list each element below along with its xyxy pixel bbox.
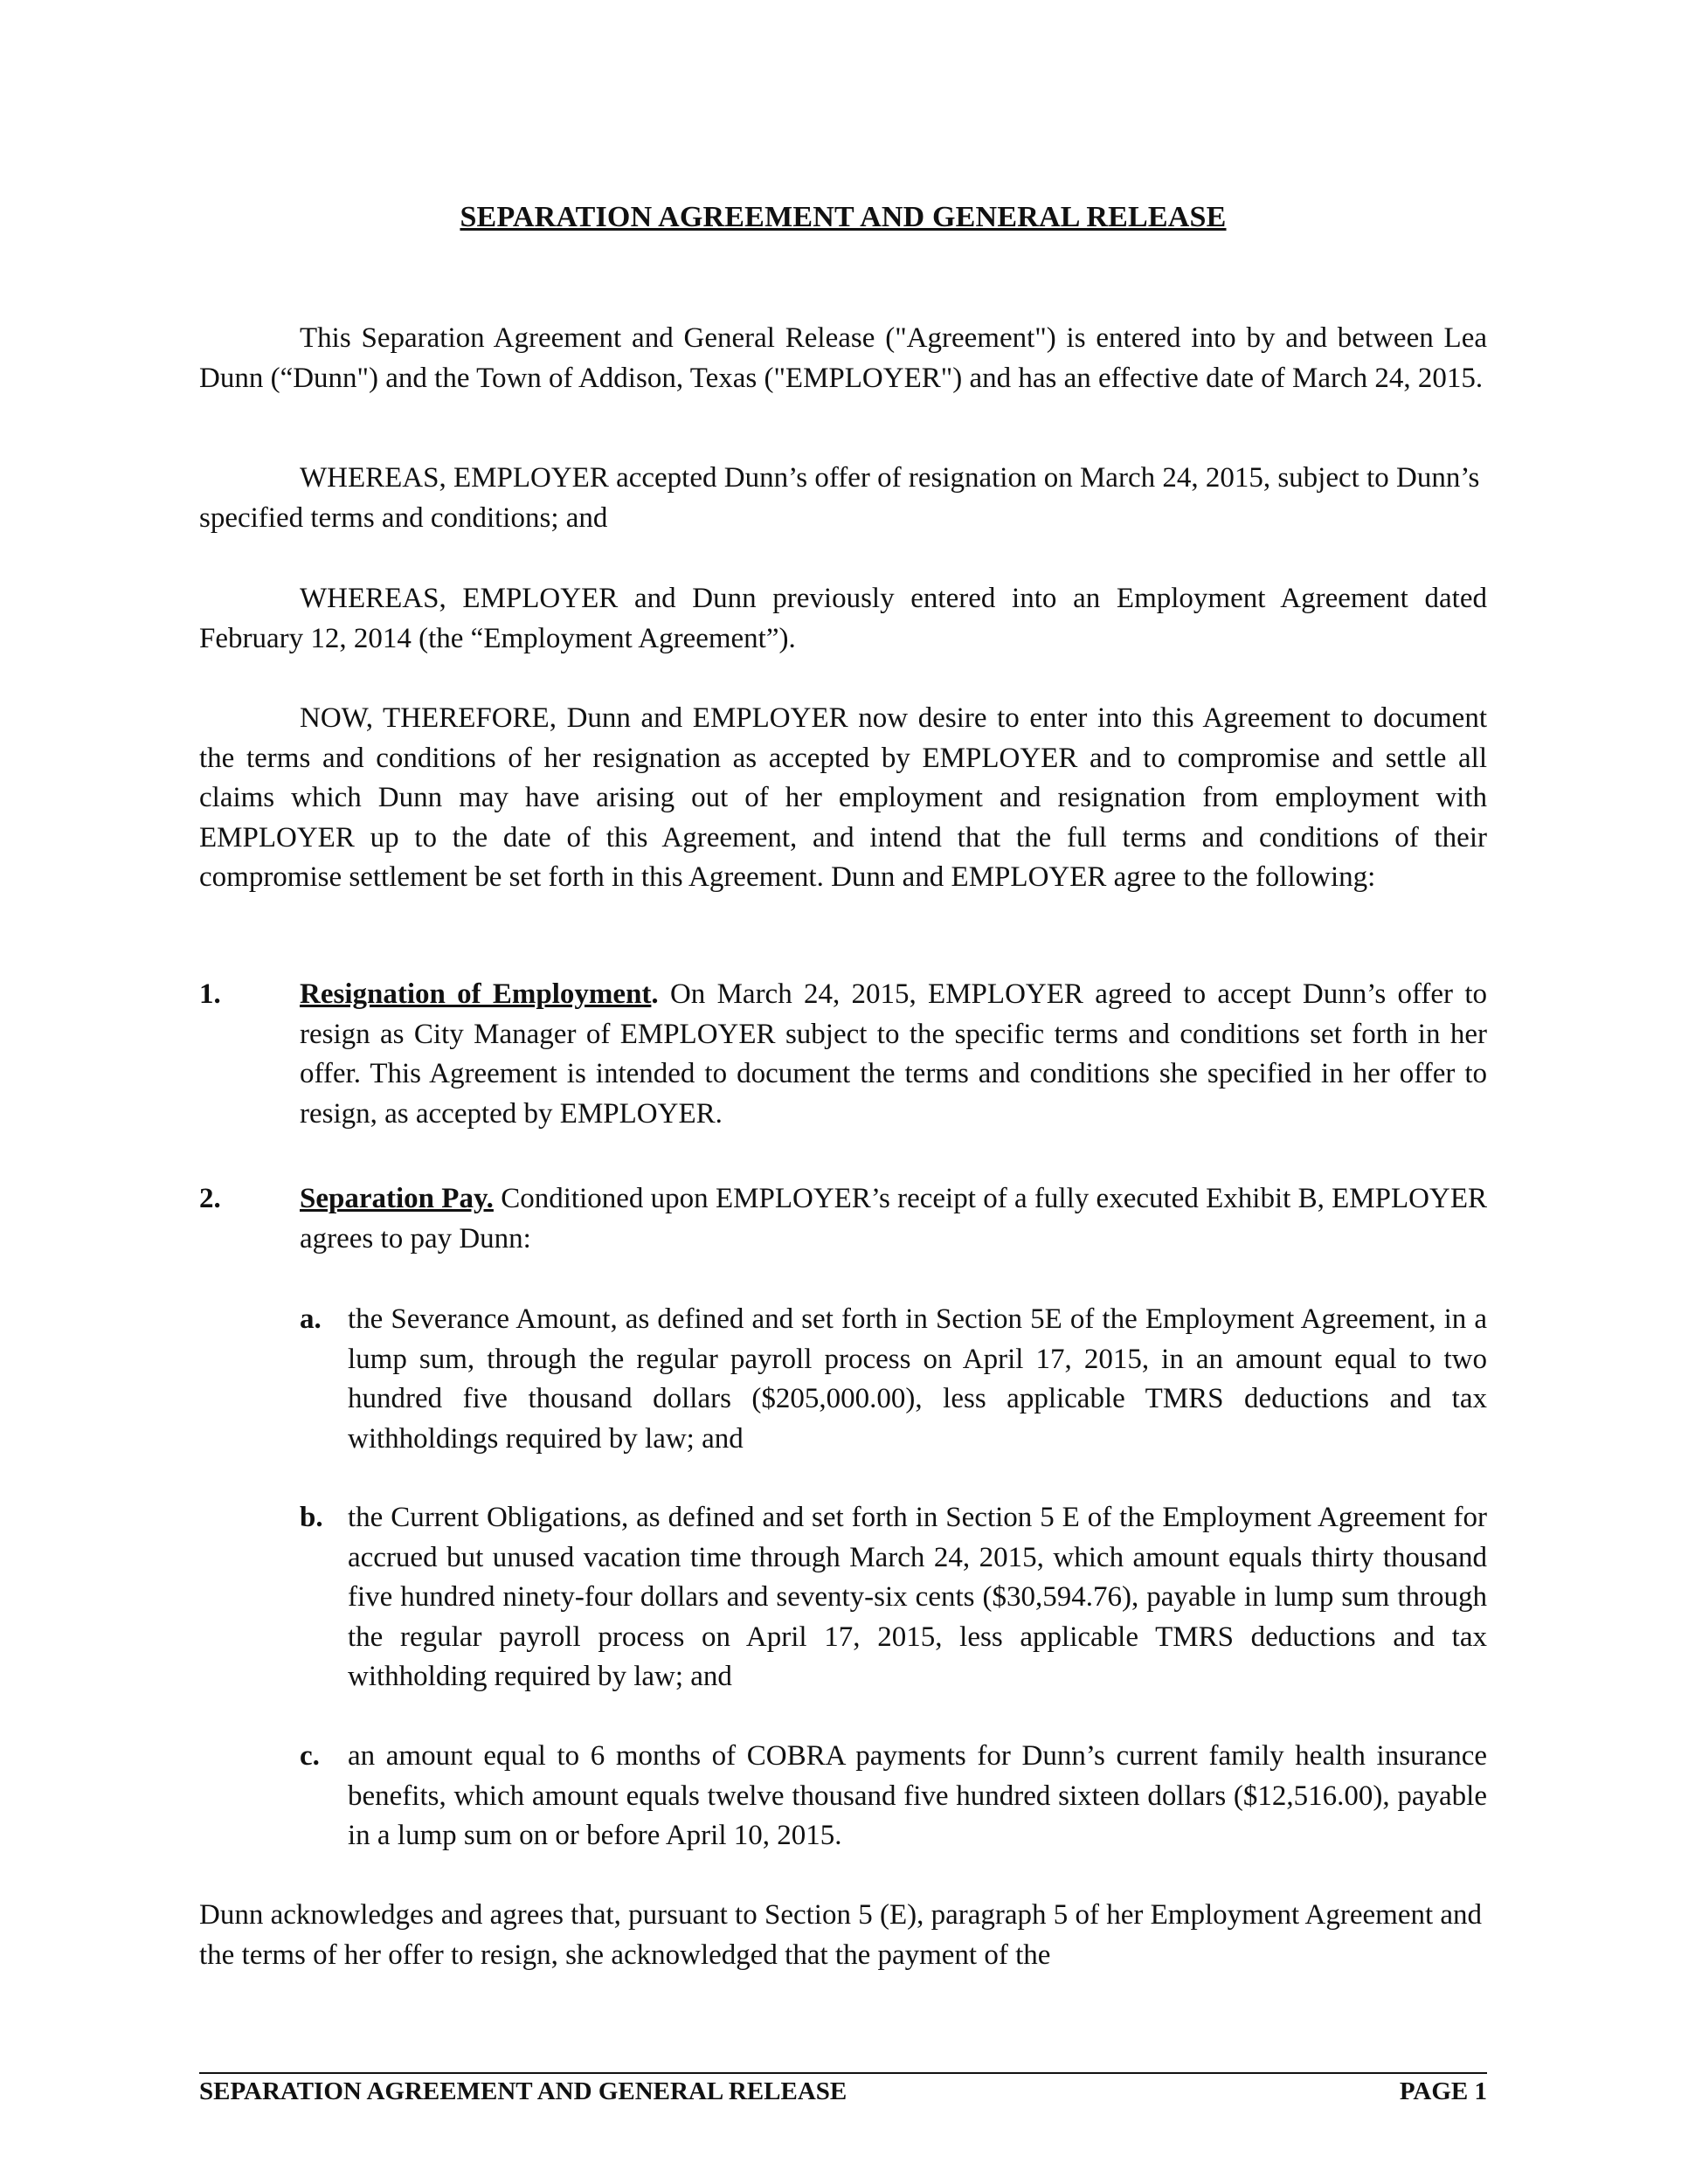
subitem-c-letter: c. [300,1740,320,1772]
subitem-b-letter: b. [300,1502,323,1533]
now-therefore-paragraph: NOW, THEREFORE, Dunn and EMPLOYER now desire to enter into this Agreement to document the terms and conditions of her resignation as accepted by EMPLOYER and to compromise and settle all claims which Dunn may have arising out of her employment and resignation from employment with EMPLOYER up to the date of this Agreement, and intend that the full terms and conditions of their compromise settlement be set forth in this Agreement. Dunn and EMPLOYER agree to the following: [199,702,1487,893]
subitem-c [300,1737,1487,1856]
section-2-number: 2. [199,1183,221,1214]
intro-paragraph: This Separation Agreement and General Release ("Agreement") is entered into by and between Lea Dunn (“Dunn") and the Town of Addison, Texas ("EMPLOYER") and has an effective date of March 24, 2015. [199,322,1487,394]
document-page [199,0,1487,2184]
whereas-paragraph-1: WHEREAS, EMPLOYER accepted Dunn’s offer of resignation on March 24, 2015, subject to Dunn’s specified terms and conditions; and [199,462,1480,534]
section-1-heading-punct: . [651,978,659,1010]
subitem-a [300,1300,1487,1459]
section-1 [199,975,1487,1134]
section-1-text: On March 24, 2015, EMPLOYER agreed to accept Dunn’s offer to resign as City Manager of EMPLOYER subject to the specific terms and conditions set forth in her offer. This Agreement is intended to document the terms and conditions she specified in her offer to resign, as accepted by EMPLOYER. [300,978,1488,1130]
page-number: PAGE 1 [1399,2077,1487,2105]
footer-title: SEPARATION AGREEMENT AND GENERAL RELEASE [199,2077,847,2105]
subitem-b-text: the Current Obligations, as defined and set forth in Section 5 E of the Employment Agreement for accrued but unused vacation time through March 24, 2015, which amount equals thirty thousand five hundred ninety-four dollars and seventy-six cents ($30,594.76), payable in lump sum through the regular payroll process on April 17, 2015, less applicable TMRS deductions and tax withholding required by law; and [348,1502,1487,1692]
footer-divider [199,2072,1487,2074]
whereas-paragraph-2: WHEREAS, EMPLOYER and Dunn previously entered into an Employment Agreement dated February 12, 2014 (the “Employment Agreement”). [199,583,1487,654]
section-2 [199,1179,1487,1259]
subitem-a-letter: a. [300,1303,322,1335]
subitem-c-text: an amount equal to 6 months of COBRA payments for Dunn’s current family health insurance benefits, which amount equals twelve thousand five hundred sixteen dollars ($12,516.00), payable in a lump sum on or before April 10, 2015. [348,1740,1487,1851]
section-1-number: 1. [199,978,221,1010]
subitem-a-text: the Severance Amount, as defined and set forth in Section 5E of the Employment Agreement, in a lump sum, through the regular payroll process on April 17, 2015, in an amount equal to two hundred five thousand dollars ($205,000.00), less applicable TMRS deductions and tax withholdings required by law; and [348,1303,1487,1455]
closing-paragraph: Dunn acknowledges and agrees that, pursuant to Section 5 (E), paragraph 5 of her Employment Agreement and the terms of her offer to resign, she acknowledged that the payment of the [199,1899,1483,1971]
section-2-heading: Separation Pay. [300,1183,494,1214]
subitem-b [300,1498,1487,1697]
section-2-body [300,1179,1487,1259]
section-1-heading: Resignation of Employment [300,978,652,1010]
section-2-text: Conditioned upon EMPLOYER’s receipt of a fully executed Exhibit B, EMPLOYER agrees to pay Dunn: [300,1183,1487,1254]
document-title: SEPARATION AGREEMENT AND GENERAL RELEASE [460,201,1227,233]
section-1-body [300,975,1487,1134]
